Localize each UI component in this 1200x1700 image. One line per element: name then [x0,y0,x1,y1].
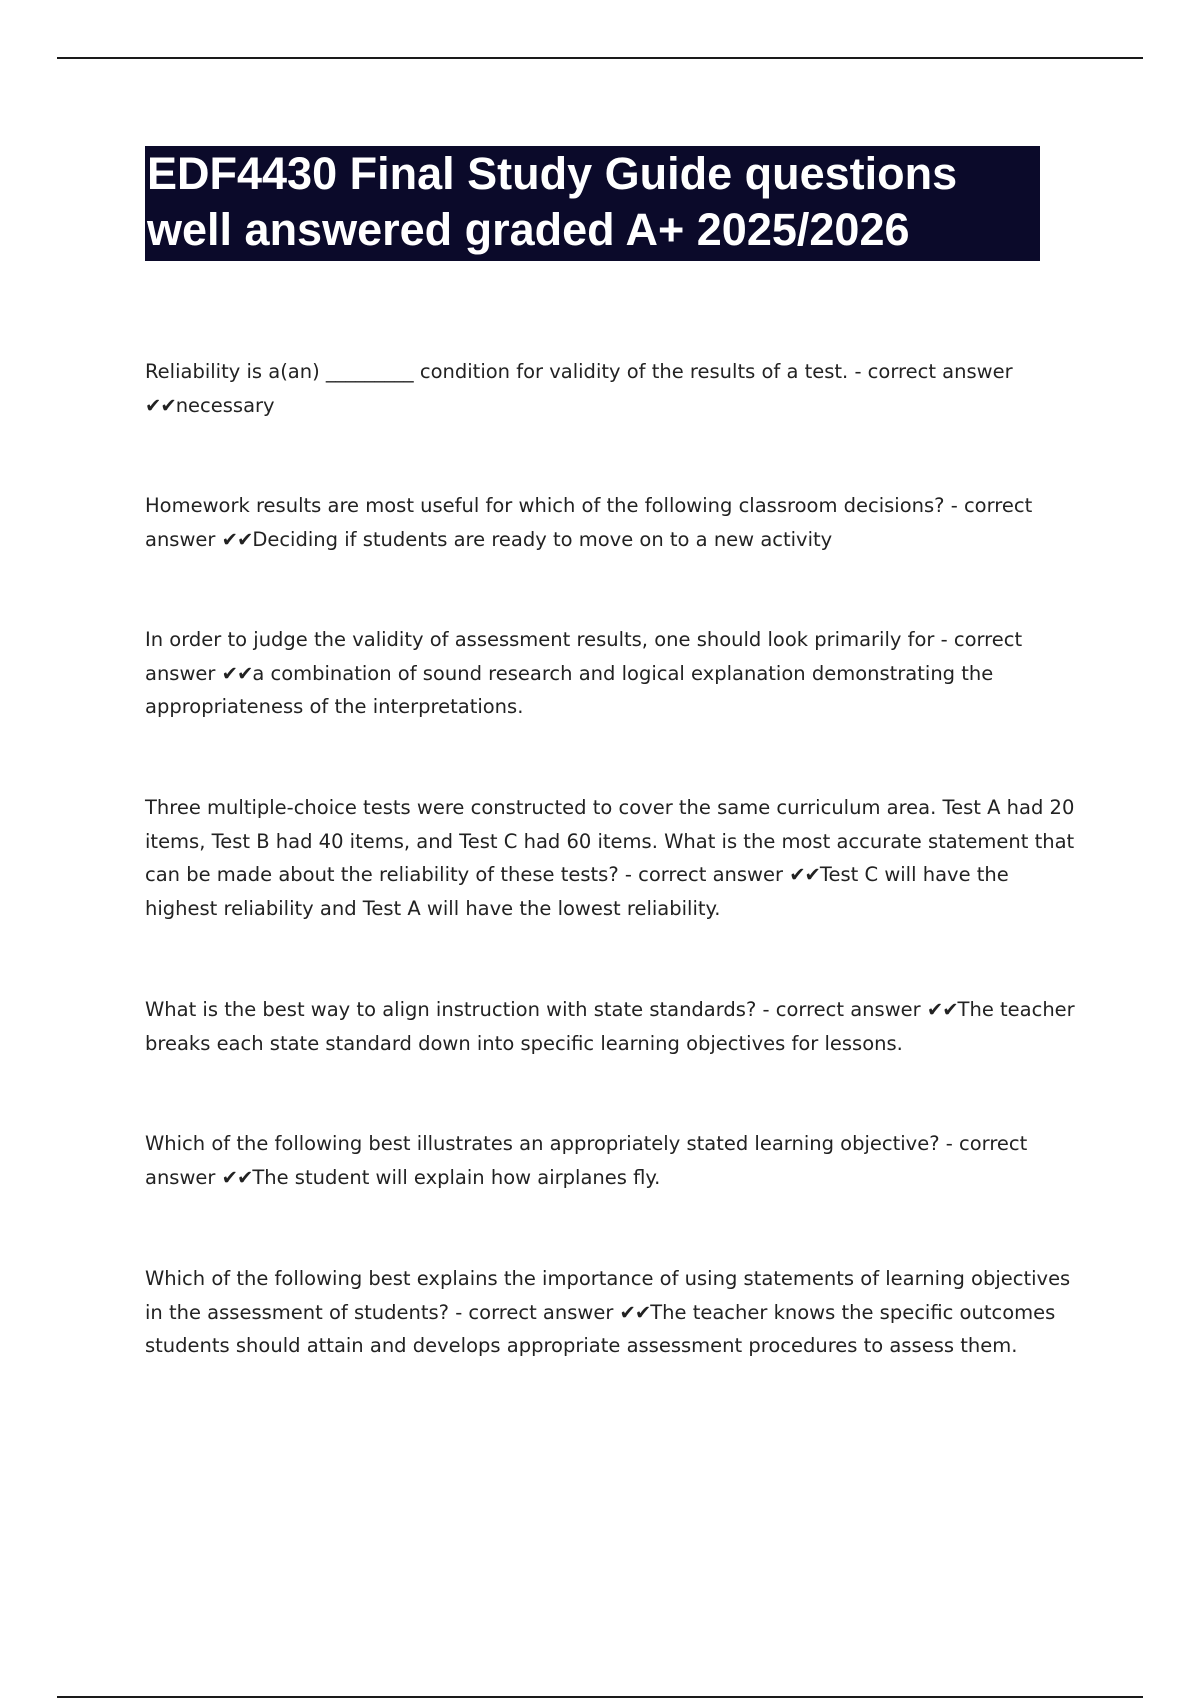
check-mark-icon: ✔✔ [789,863,820,886]
question-text: In order to judge the validity of assessment results, one should look primarily for - correct answer [145,628,1023,685]
qa-item-5 [145,993,1085,1060]
qa-item-7 [145,1262,1085,1363]
bottom-rule [57,1696,1143,1698]
answer-text: The teacher breaks each state standard down into specific learning objectives for lessons. [145,998,1075,1055]
check-mark-icon: ✔✔ [926,998,958,1021]
answer-text: Test C will have the highest reliability and Test A will have the lowest reliability. [145,863,1009,920]
answer-text: The teacher knows the specific outcomes students should attain and develops appropriate assessment procedures to assess them. [145,1300,1056,1357]
check-mark-icon: ✔✔ [619,1300,651,1324]
answer-text: necessary [175,393,275,417]
qa-item-4 [145,791,1085,925]
check-mark-icon: ✔✔ [221,1165,253,1189]
title-line-1: EDF4430 Final Study Guide questions [147,148,958,199]
question-text: Homework results are most useful for which of the following classroom decisions? - correct answer [145,494,1033,551]
answer-text: Deciding if students are ready to move on to a new activity [252,527,833,551]
document-title [145,146,1040,261]
check-mark-icon: ✔✔ [221,527,253,551]
question-text: What is the best way to align instruction with state standards? - correct answer [145,998,927,1021]
qa-item-6 [145,1127,1085,1194]
check-mark-icon: ✔✔ [145,393,176,417]
question-text: Which of the following best illustrates an appropriately stated learning objective? - correct answer [145,1132,1028,1189]
answer-text: a combination of sound research and logical explanation demonstrating the appropriateness of the interpretations. [145,661,994,718]
title-line-2: well answered graded A+ 2025/2026 [147,204,910,255]
question-text: Which of the following best explains the importance of using statements of learning objectives in the assessment of students? - correct answer [145,1267,1071,1324]
question-text: Three multiple-choice tests were constructed to cover the same curriculum area. Test A had 20 items, Test B had 40 items, and Test C had 60 items. What is the most accurate statement that can be made about the reliability of these tests? - correct answer [145,796,1075,886]
top-rule [57,57,1143,59]
question-text: Reliability is a(an) _________ condition for validity of the results of a test. - correct answer [145,360,1013,383]
check-mark-icon: ✔✔ [221,661,253,685]
qa-item-3 [145,623,1085,724]
answer-text: The student will explain how airplanes fly. [252,1165,661,1189]
qa-item-2 [145,489,1085,556]
qa-item-1 [145,355,1085,422]
